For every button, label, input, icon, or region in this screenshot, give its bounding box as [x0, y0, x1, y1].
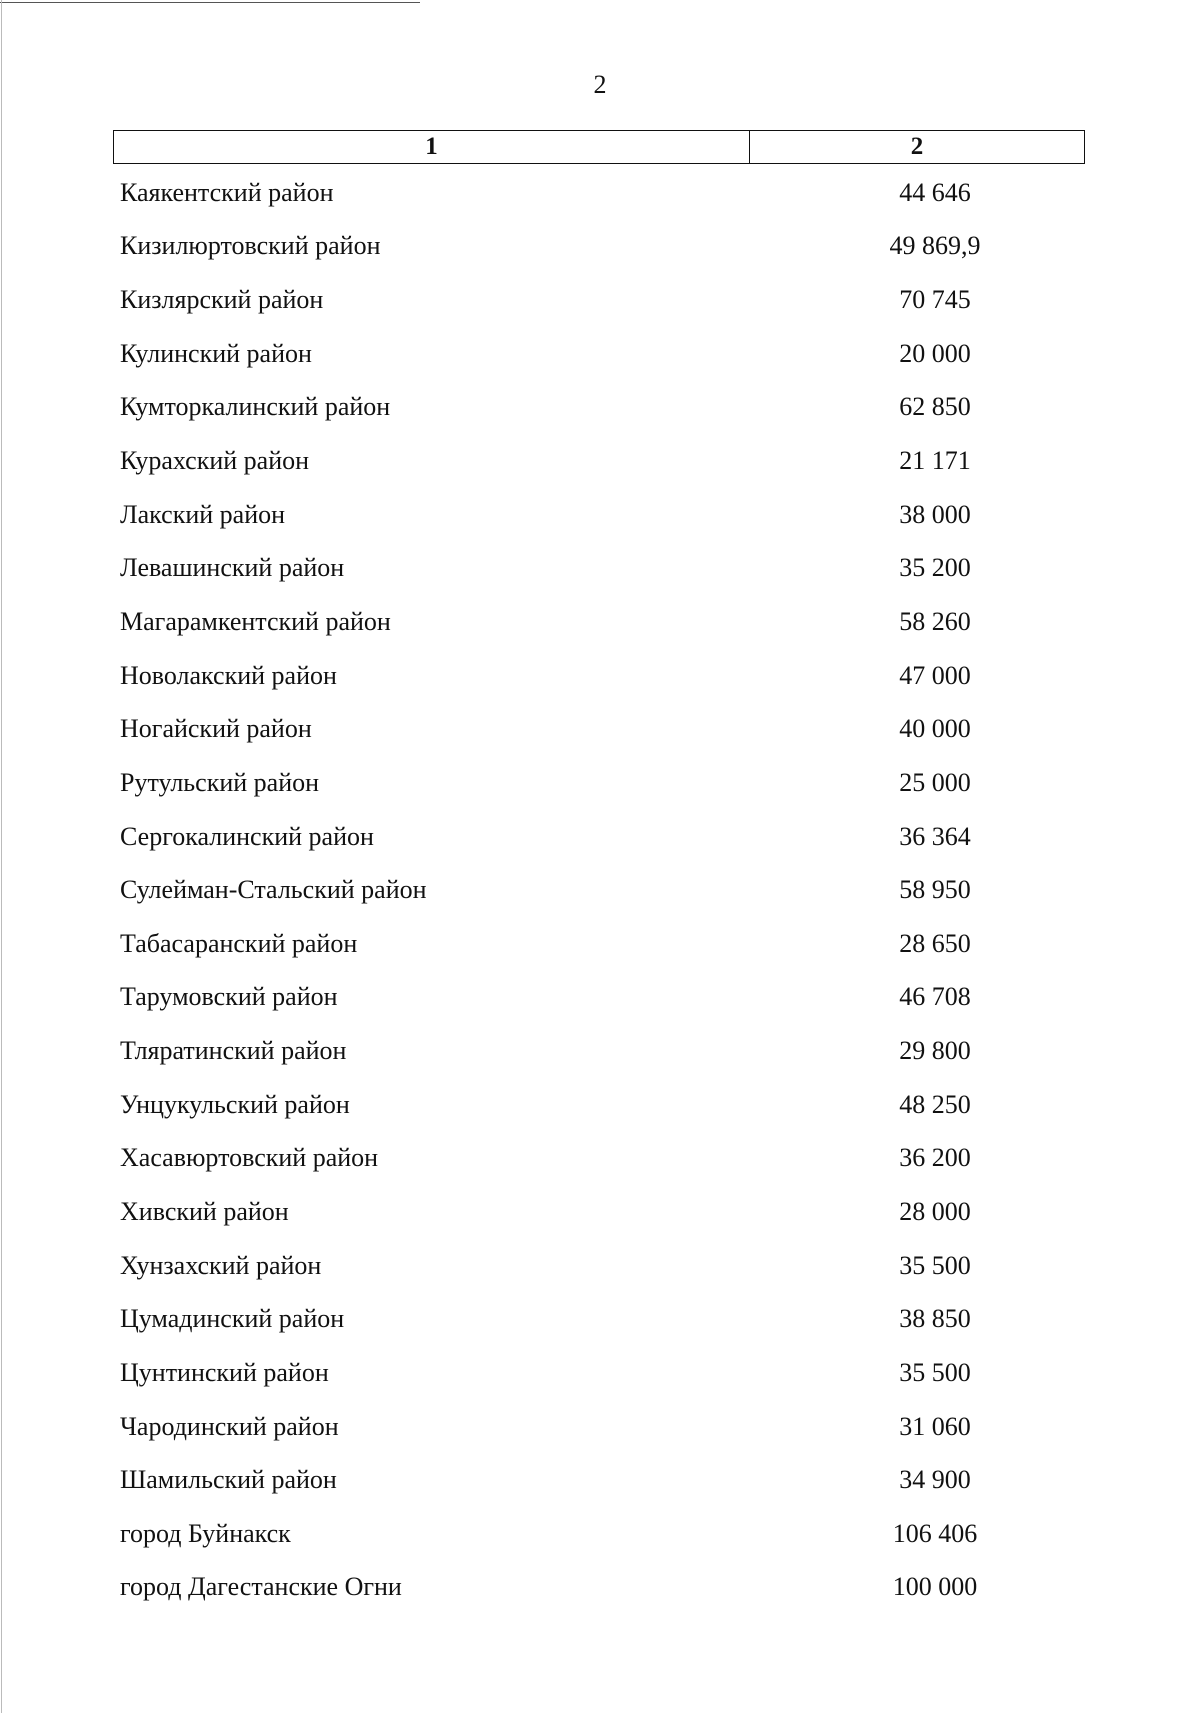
district-name: Чародинский район: [120, 1411, 339, 1441]
district-value: 29 800: [899, 1036, 971, 1066]
table-row: [0, 327, 1200, 381]
district-value: 28 650: [899, 928, 971, 958]
district-value: 21 171: [899, 446, 971, 476]
district-name: Хасавюртовский район: [120, 1143, 379, 1173]
district-value: 38 000: [899, 499, 971, 529]
district-value: 35 200: [899, 553, 971, 583]
table-row: [0, 595, 1200, 649]
district-value: 58 950: [899, 875, 971, 905]
district-value: 49 869,9: [889, 231, 981, 261]
district-value: 70 745: [899, 285, 971, 315]
table-header: [113, 130, 1085, 164]
district-value: 62 850: [899, 392, 971, 422]
table-row: [0, 1024, 1200, 1078]
district-name: Кумторкалинский район: [120, 392, 391, 422]
district-value: 20 000: [899, 338, 971, 368]
district-value: 106 406: [892, 1518, 978, 1548]
district-value: 48 250: [899, 1089, 971, 1119]
district-value: 44 646: [899, 177, 971, 207]
table-row: [0, 1185, 1200, 1239]
table-row: [0, 273, 1200, 327]
district-name: Сергокалинский район: [120, 821, 374, 851]
table-row: [0, 756, 1200, 810]
district-name: Курахский район: [120, 446, 310, 476]
district-value: 31 060: [899, 1411, 971, 1441]
page-number: 2: [593, 70, 607, 99]
scan-edge-top: [0, 2, 420, 3]
district-value: 100 000: [892, 1572, 978, 1602]
table-row: [0, 1561, 1200, 1615]
table-row: [0, 1239, 1200, 1293]
district-value: 38 850: [899, 1304, 971, 1334]
district-value: 36 364: [899, 821, 971, 851]
district-value: 58 260: [899, 606, 971, 636]
district-name: Кизлярский район: [120, 285, 324, 315]
district-name: Рутульский район: [120, 767, 320, 797]
district-value: 34 900: [899, 1465, 971, 1495]
district-value: 28 000: [899, 1196, 971, 1226]
table-row: [0, 1078, 1200, 1132]
table-header-col-1: 1: [114, 131, 750, 163]
district-name: Кизилюртовский район: [120, 231, 381, 261]
district-value: 35 500: [899, 1357, 971, 1387]
table-row: [0, 220, 1200, 274]
table-row: [0, 488, 1200, 542]
district-name: Лакский район: [120, 499, 286, 529]
district-name: Сулейман-Стальский район: [120, 875, 427, 905]
district-name: Левашинский район: [120, 553, 345, 583]
table-row: [0, 434, 1200, 488]
table-row: [0, 649, 1200, 703]
district-value: 25 000: [899, 767, 971, 797]
district-value: 36 200: [899, 1143, 971, 1173]
table-row: [0, 702, 1200, 756]
table-row: [0, 1132, 1200, 1186]
district-name: Цунтинский район: [120, 1357, 329, 1387]
district-name: Магарамкентский район: [120, 606, 391, 636]
district-name: Кулинский район: [120, 338, 312, 368]
district-name: Хивский район: [120, 1196, 289, 1226]
table-row: [0, 1292, 1200, 1346]
table-row: [0, 863, 1200, 917]
district-name: Хунзахский район: [120, 1250, 322, 1280]
district-value: 47 000: [899, 660, 971, 690]
table-row: [0, 810, 1200, 864]
district-name: Новолакский район: [120, 660, 337, 690]
district-name: город Дагестанские Огни: [120, 1572, 402, 1602]
district-value: 35 500: [899, 1250, 971, 1280]
district-value: 46 708: [899, 982, 971, 1012]
district-name: Ногайский район: [120, 714, 312, 744]
district-name: Табасаранский район: [120, 928, 358, 958]
table-row: [0, 1507, 1200, 1561]
table-row: [0, 1453, 1200, 1507]
table-row: [0, 1346, 1200, 1400]
table-row: [0, 541, 1200, 595]
district-name: город Буйнакск: [120, 1518, 291, 1548]
district-value: 40 000: [899, 714, 971, 744]
table-row: [0, 381, 1200, 435]
district-name: Тляратинский район: [120, 1036, 347, 1066]
table-body: [0, 166, 1200, 1614]
district-name: Унцукульский район: [120, 1089, 350, 1119]
district-name: Каякентский район: [120, 177, 334, 207]
district-name: Тарумовский район: [120, 982, 338, 1012]
table-row: [0, 166, 1200, 220]
table-row: [0, 971, 1200, 1025]
table-row: [0, 1400, 1200, 1454]
table-row: [0, 917, 1200, 971]
district-name: Цумадинский район: [120, 1304, 345, 1334]
district-name: Шамильский район: [120, 1465, 337, 1495]
table-header-col-2: 2: [910, 133, 924, 160]
